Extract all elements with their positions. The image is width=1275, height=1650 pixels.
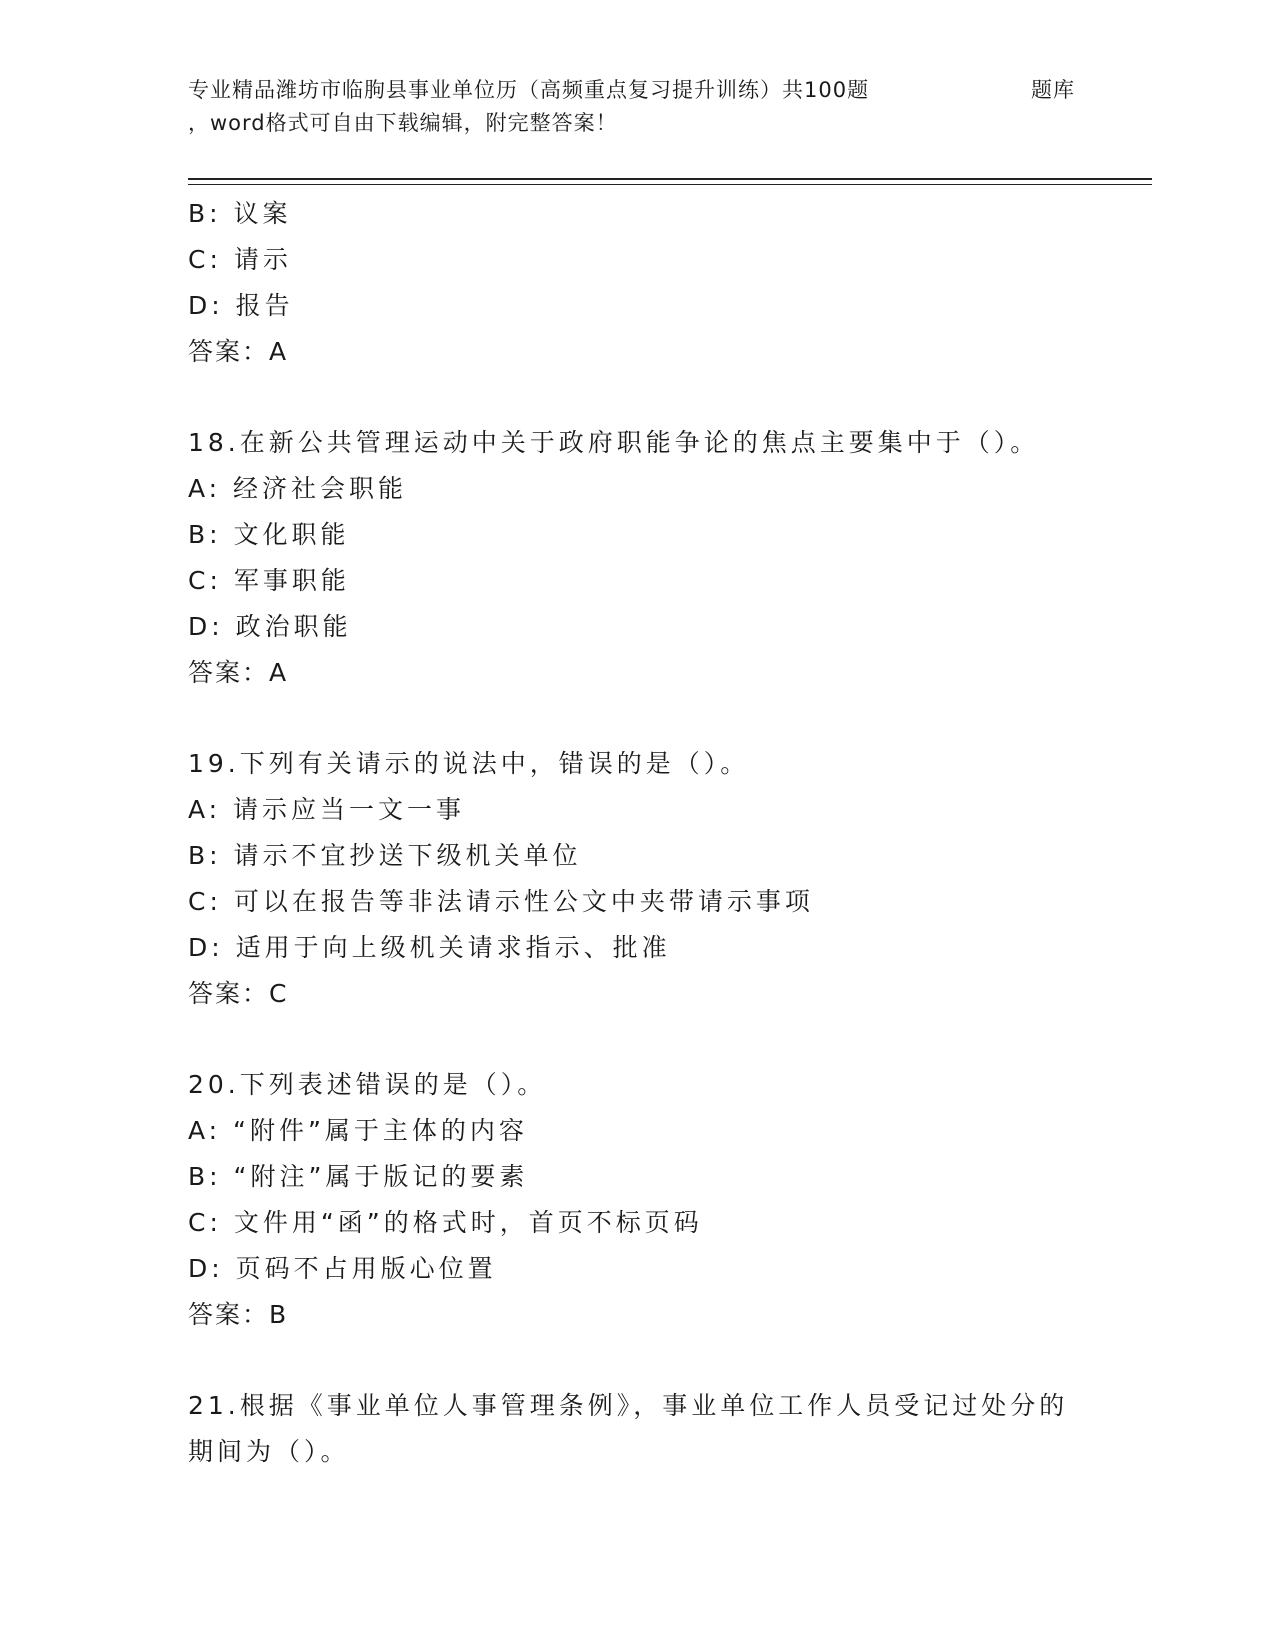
answer: 答案：A (188, 658, 289, 687)
question-stem: 21.根据《事业单位人事管理条例》，事业单位工作人员受记过处分的 (188, 1391, 1069, 1420)
page-header (188, 74, 1088, 140)
spacer (188, 696, 1088, 741)
option-d: D: 报告 (188, 291, 294, 320)
option-b: B: “附注”属于版记的要素 (188, 1162, 529, 1191)
option-d: D: 适用于向上级机关请求指示、批准 (188, 933, 671, 962)
option-d: D: 政治职能 (188, 612, 352, 641)
spacer (188, 1338, 1088, 1383)
spacer (188, 375, 1088, 420)
option-b: B: 文化职能 (188, 520, 350, 549)
option-c: C: 军事职能 (188, 566, 350, 595)
option-a: A: 请示应当一文一事 (188, 795, 466, 824)
option-a: A: 经济社会职能 (188, 474, 408, 503)
question-stem-continued: 期间为（）。 (188, 1437, 350, 1466)
header-tag: 题库 (1031, 78, 1075, 102)
question-content (188, 191, 1088, 1475)
option-b: B: 议案 (188, 199, 292, 228)
option-b: B: 请示不宜抄送下级机关单位 (188, 841, 582, 870)
header-rule-thin (188, 184, 1152, 185)
option-a: A: “附件”属于主体的内容 (188, 1116, 528, 1145)
answer: 答案：A (188, 337, 289, 366)
option-c: C: 可以在报告等非法请示性公文中夹带请示事项 (188, 887, 814, 916)
question-stem: 19.下列有关请示的说法中，错误的是（）。 (188, 749, 750, 778)
header-line-1 (188, 74, 1088, 107)
header-rule-thick (188, 178, 1152, 180)
option-c: C: 请示 (188, 245, 292, 274)
option-d: D: 页码不占用版心位置 (188, 1254, 497, 1283)
question-stem: 18.在新公共管理运动中关于政府职能争论的焦点主要集中于（）。 (188, 428, 1040, 457)
header-title: 专业精品潍坊市临朐县事业单位历（高频重点复习提升训练）共100题 (188, 78, 870, 102)
question-stem: 20.下列表述错误的是（）。 (188, 1070, 547, 1099)
answer: 答案：B (188, 1300, 289, 1329)
option-c: C: 文件用“函”的格式时，首页不标页码 (188, 1208, 703, 1237)
answer: 答案：C (188, 979, 289, 1008)
spacer (188, 1017, 1088, 1062)
header-line-2: ，word格式可自由下载编辑，附完整答案！ (188, 111, 618, 135)
